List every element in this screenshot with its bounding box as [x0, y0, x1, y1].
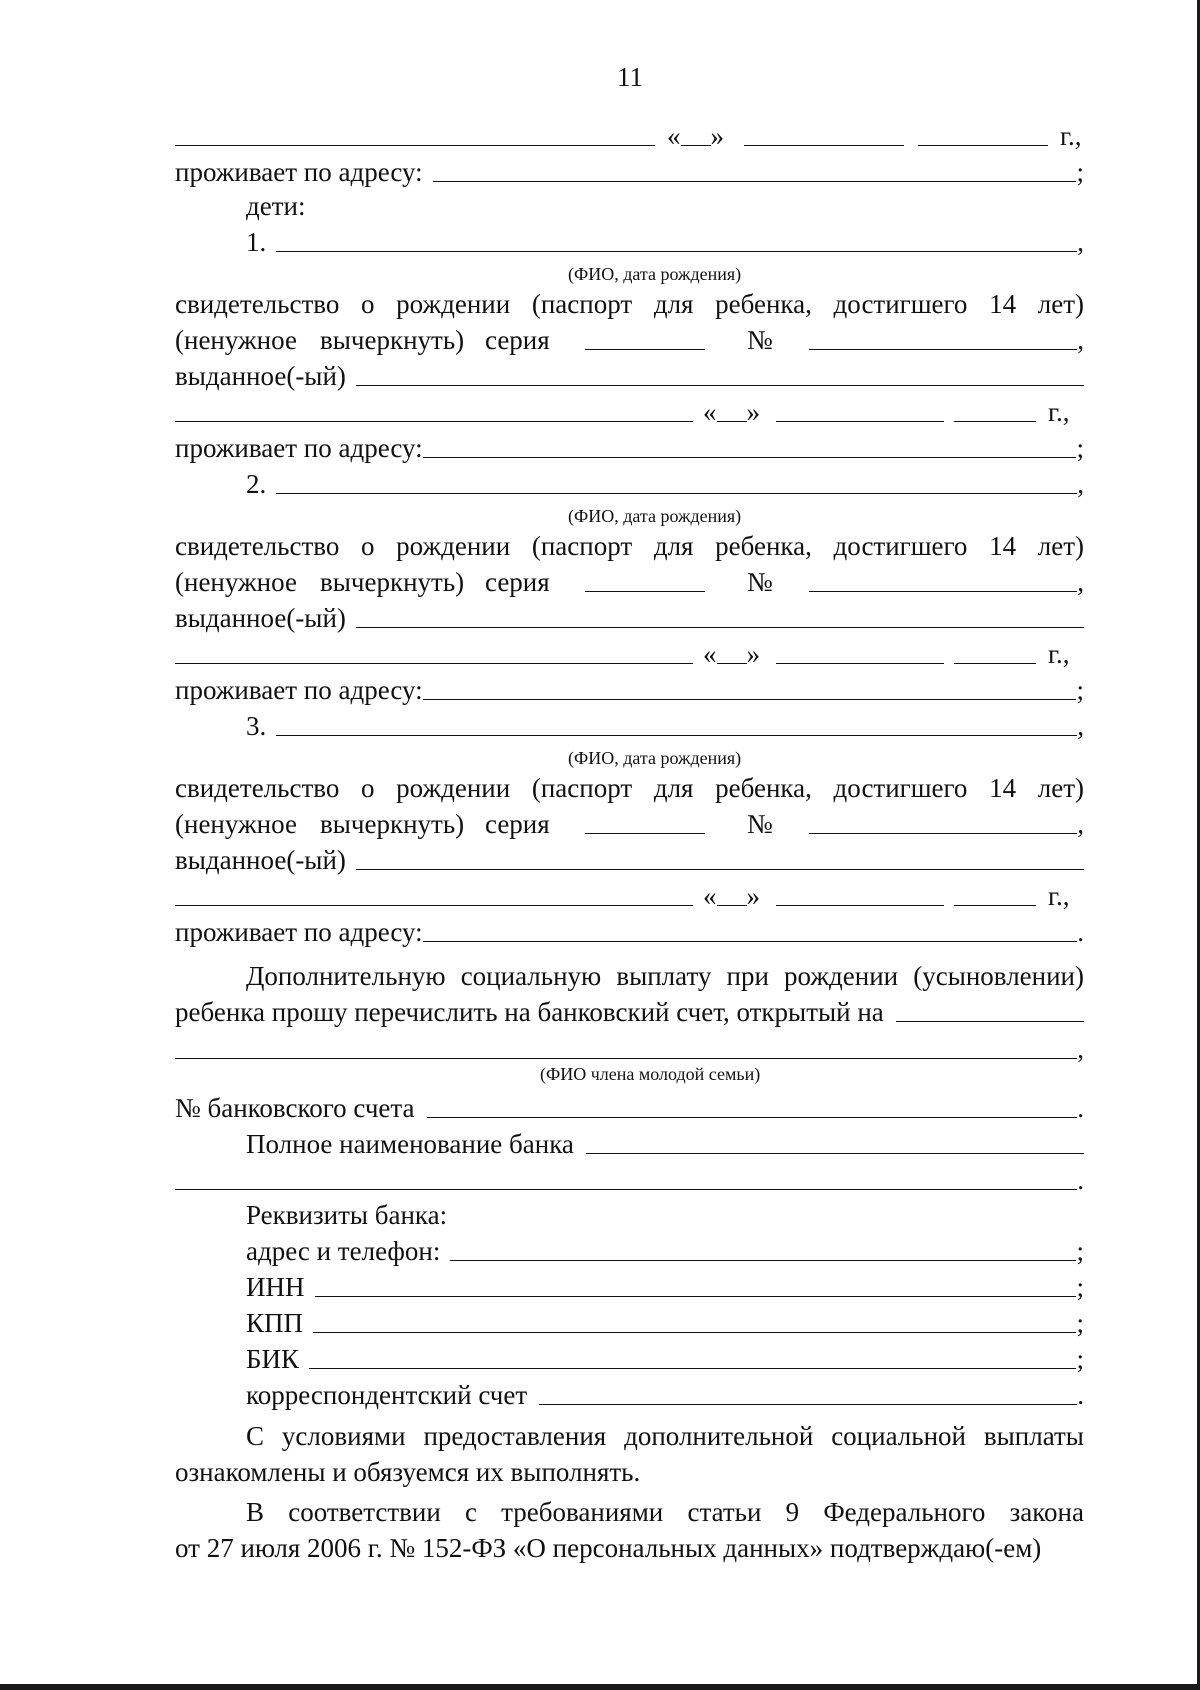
corr-account-label: корреспондентский счет [246, 1380, 528, 1410]
year-suffix: г., [1048, 639, 1070, 669]
issue-date-line [175, 394, 1084, 426]
resides-label: проживает по адресу: [175, 675, 423, 705]
account-number-field[interactable] [427, 1116, 1078, 1118]
conditions-line-1 [246, 1418, 1084, 1450]
bik-label: БИК [246, 1344, 300, 1374]
comma: , [1077, 469, 1084, 499]
year-suffix: г., [1048, 397, 1070, 427]
word: для [653, 773, 694, 803]
word: для [653, 531, 694, 561]
doc-number-field[interactable] [809, 832, 1077, 834]
comma: , [1077, 227, 1084, 257]
account-holder-field-start[interactable] [896, 1020, 1084, 1022]
bank-name-label: Полное наименование банка [246, 1129, 574, 1159]
kpp-label: КПП [246, 1308, 304, 1338]
comma: , [1077, 567, 1084, 597]
series-line [175, 806, 1084, 838]
semicolon: ; [1076, 1344, 1084, 1374]
payment-line-1 [246, 958, 1084, 990]
word: выплаты [983, 1421, 1084, 1451]
quote-close: » [746, 881, 760, 911]
word: при [726, 961, 769, 991]
semicolon: ; [1076, 1272, 1084, 1302]
resides-label: проживает по адресу: [175, 917, 423, 947]
word: для [653, 289, 694, 319]
children-heading [246, 188, 1084, 220]
child-name-note: (ФИО, дата рождения) [568, 748, 742, 768]
bank-name-field[interactable] [586, 1152, 1084, 1154]
word: (паспорт [531, 289, 633, 319]
comma: , [1077, 325, 1084, 355]
birth-cert-line [175, 528, 1084, 560]
issued-label: выданное(-ый) [175, 603, 346, 633]
word: рождении [784, 961, 899, 991]
series-field[interactable] [585, 590, 705, 592]
child-number: 2. [246, 469, 267, 499]
word: свидетельство [175, 773, 340, 803]
strike-word: (ненужное [175, 567, 297, 597]
address-field[interactable] [433, 180, 1077, 182]
account-line [175, 1090, 1084, 1122]
member-note: (ФИО члена молодой семьи) [540, 1064, 761, 1084]
number-sign: № [747, 325, 773, 355]
word: условиями [281, 1421, 406, 1451]
issued-by-field[interactable] [356, 626, 1084, 628]
semicolon: ; [1076, 1236, 1084, 1266]
word: лет) [1037, 289, 1084, 319]
word: 14 [989, 531, 1017, 561]
child-name-line [246, 708, 1084, 740]
blank-field[interactable] [175, 144, 655, 146]
children-label: дети: [246, 191, 306, 221]
strike-word: (ненужное [175, 809, 297, 839]
issued-line [175, 600, 1084, 632]
bank-name-field-2[interactable] [175, 1188, 1077, 1190]
period: . [1077, 1380, 1084, 1410]
bank-name-line [246, 1126, 1084, 1158]
series-line [175, 322, 1084, 354]
account-label: № банковского счета [175, 1093, 415, 1123]
word: достигшего [833, 289, 968, 319]
word: 9 [785, 1497, 800, 1527]
word: социальную [460, 961, 602, 991]
year-field[interactable] [954, 420, 1036, 422]
number-sign: № [747, 567, 773, 597]
number-sign: № [747, 809, 773, 839]
year-field[interactable] [954, 662, 1036, 664]
strike-word: (ненужное [175, 325, 297, 355]
corr-account-line [246, 1377, 1084, 1409]
account-holder-field[interactable] [175, 1057, 1077, 1059]
series-label: серия [485, 567, 550, 597]
quote-close: » [746, 397, 760, 427]
inn-line [246, 1269, 1084, 1301]
word: о [360, 289, 375, 319]
scan-edge-bottom [0, 1684, 1200, 1690]
word: рождении [396, 773, 511, 803]
word: Федерального [823, 1497, 986, 1527]
word: закона [1009, 1497, 1084, 1527]
bank-details-heading [246, 1197, 1084, 1229]
inn-field[interactable] [315, 1295, 1077, 1297]
word: статьи [687, 1497, 762, 1527]
word: ребенка, [715, 531, 812, 561]
child-address-line [175, 430, 1084, 462]
issue-date-line [175, 636, 1084, 668]
word: достигшего [833, 531, 968, 561]
semicolon: ; [1076, 157, 1084, 187]
terminator: . [1077, 917, 1084, 947]
issued-by-field-2[interactable] [175, 662, 693, 664]
word: ребенка, [715, 773, 812, 803]
conditions-line-2 [175, 1454, 1084, 1486]
word: Дополнительную [246, 961, 446, 991]
child-name-line [246, 466, 1084, 498]
page-number: 11 [617, 62, 643, 92]
payment-line-2 [175, 994, 1084, 1026]
bank-address-field[interactable] [450, 1259, 1076, 1261]
issued-by-field[interactable] [356, 868, 1084, 870]
series-field[interactable] [585, 832, 705, 834]
child-address-field[interactable] [423, 940, 1078, 942]
bik-line [246, 1341, 1084, 1373]
child-address-field[interactable] [423, 698, 1077, 700]
issued-by-field-2[interactable] [175, 904, 693, 906]
word: соответствии [288, 1497, 441, 1527]
strike-word: вычеркнуть) [320, 567, 465, 597]
word: 14 [989, 289, 1017, 319]
day-field[interactable] [717, 662, 747, 664]
word: рождении [396, 531, 511, 561]
strike-word: вычеркнуть) [320, 325, 465, 355]
comma: , [1077, 809, 1084, 839]
word: выплату [616, 961, 712, 991]
word: С [246, 1421, 265, 1451]
word: о [360, 531, 375, 561]
word: свидетельство [175, 531, 340, 561]
child-address-line [175, 914, 1084, 946]
quote-open: « [703, 639, 717, 669]
child-address-field[interactable] [423, 456, 1077, 458]
period: . [1077, 1093, 1084, 1123]
strike-word: вычеркнуть) [320, 809, 465, 839]
word: с [464, 1497, 477, 1527]
word: рождении [396, 289, 511, 319]
word: предоставления [423, 1421, 607, 1451]
word: (паспорт [531, 531, 633, 561]
address-line-top [175, 154, 1084, 186]
word: В [246, 1497, 265, 1527]
kpp-line [246, 1305, 1084, 1337]
word: ребенка, [715, 289, 812, 319]
issued-label: выданное(-ый) [175, 845, 346, 875]
series-label: серия [485, 325, 550, 355]
word: (паспорт [531, 773, 633, 803]
terminator: ; [1076, 433, 1084, 463]
date-line-top [175, 118, 1084, 150]
corr-account-field[interactable] [539, 1403, 1077, 1405]
inn-label: ИНН [246, 1272, 305, 1302]
period: . [1077, 1165, 1084, 1195]
word: требованиями [501, 1497, 664, 1527]
word: дополнительной [624, 1421, 814, 1451]
month-field[interactable] [776, 420, 944, 422]
terminator: ; [1076, 675, 1084, 705]
issued-by-field-2[interactable] [175, 420, 693, 422]
doc-number-field[interactable] [809, 348, 1077, 350]
word: социальной [831, 1421, 966, 1451]
quote-close: » [710, 121, 724, 151]
child-name-field[interactable] [276, 492, 1077, 494]
semicolon: ; [1076, 1308, 1084, 1338]
doc-number-field[interactable] [809, 590, 1077, 592]
month-field[interactable] [776, 662, 944, 664]
word: 14 [989, 773, 1017, 803]
comma: , [1077, 711, 1084, 741]
word: достигшего [833, 773, 968, 803]
day-field[interactable] [717, 904, 747, 906]
quote-open: « [703, 397, 717, 427]
law-line-1 [246, 1494, 1084, 1526]
issued-by-field[interactable] [356, 384, 1084, 386]
kpp-field[interactable] [313, 1331, 1076, 1333]
day-field[interactable] [717, 420, 747, 422]
bank-address-line [246, 1233, 1084, 1265]
law-line-2-text: от 27 июля 2006 г. № 152-ФЗ «О персональных данных» подтверждаю(-ем) [175, 1533, 1042, 1563]
law-line-2 [175, 1530, 1084, 1562]
issued-label: выданное(-ый) [175, 361, 346, 391]
month-field[interactable] [776, 904, 944, 906]
child-name-field[interactable] [276, 250, 1077, 252]
child-address-line [175, 672, 1084, 704]
year-suffix: г., [1048, 881, 1070, 911]
comma: , [1077, 1034, 1084, 1064]
word: (усыновлении) [913, 961, 1084, 991]
issue-date-line [175, 878, 1084, 910]
child-number: 3. [246, 711, 267, 741]
bank-details-label: Реквизиты банка: [246, 1200, 448, 1230]
conditions-line-2-text: ознакомлены и обязуемся их выполнять. [175, 1457, 641, 1487]
series-label: серия [485, 809, 550, 839]
resides-label: проживает по адресу: [175, 157, 423, 187]
day-field[interactable] [681, 144, 711, 146]
birth-cert-line [175, 770, 1084, 802]
word: свидетельство [175, 289, 340, 319]
child-name-note: (ФИО, дата рождения) [568, 506, 742, 526]
issued-line [175, 842, 1084, 874]
quote-close: » [746, 639, 760, 669]
child-name-line [246, 224, 1084, 256]
year-suffix: г., [1060, 121, 1082, 151]
word: о [360, 773, 375, 803]
series-line [175, 564, 1084, 596]
child-number: 1. [246, 227, 267, 257]
issued-line [175, 358, 1084, 390]
quote-open: « [667, 121, 681, 151]
bik-field[interactable] [309, 1367, 1076, 1369]
word: лет) [1037, 531, 1084, 561]
payment-line-2-text: ребенка прошу перечислить на банковский счет, открытый на [175, 997, 884, 1027]
address-phone-label: адрес и телефон: [246, 1236, 441, 1266]
word: лет) [1037, 773, 1084, 803]
member-line [175, 1031, 1084, 1063]
resides-label: проживает по адресу: [175, 433, 423, 463]
child-name-field[interactable] [276, 734, 1077, 736]
month-field[interactable] [744, 144, 904, 146]
birth-cert-line [175, 286, 1084, 318]
quote-open: « [703, 881, 717, 911]
child-name-note: (ФИО, дата рождения) [568, 264, 742, 284]
bank-name-line-2 [175, 1162, 1084, 1194]
series-field[interactable] [585, 348, 705, 350]
year-field[interactable] [954, 904, 1036, 906]
year-field[interactable] [918, 144, 1048, 146]
